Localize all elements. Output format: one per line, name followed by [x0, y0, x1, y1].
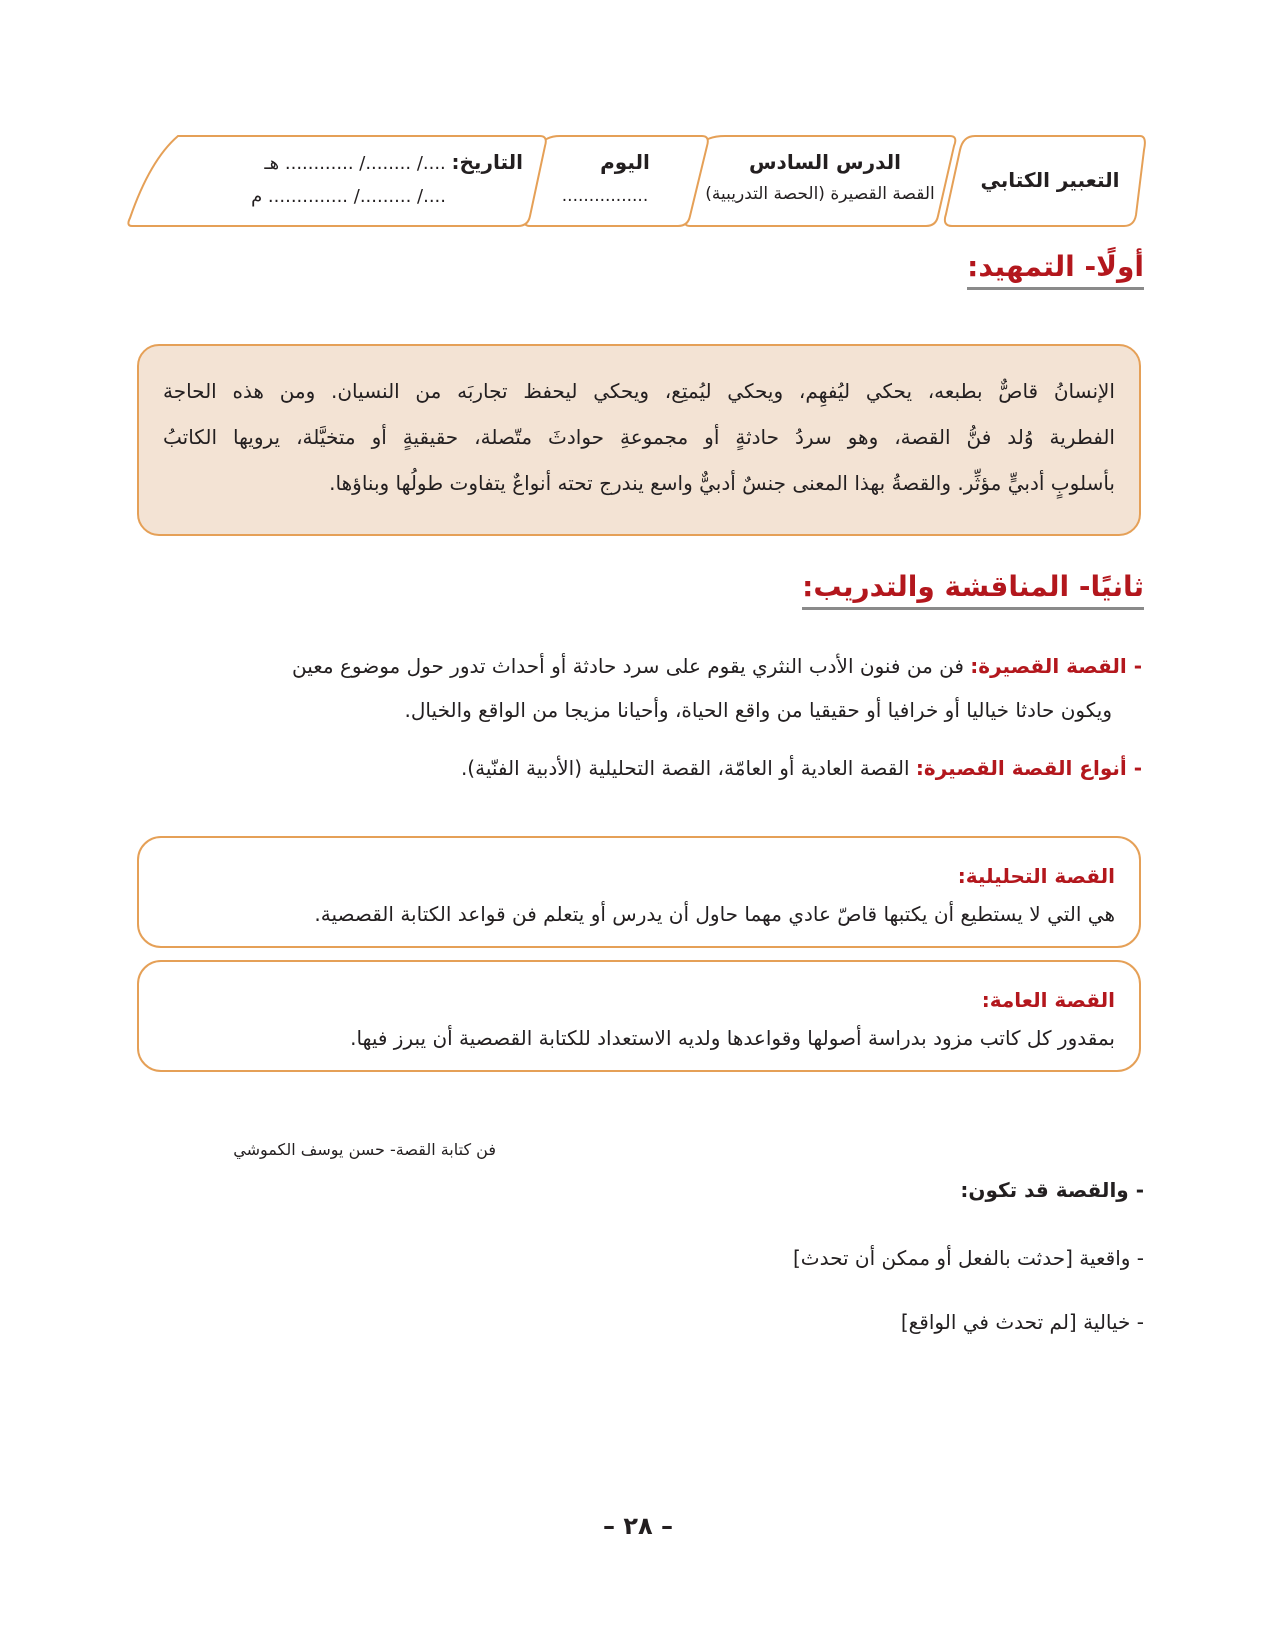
general-story-box: [137, 960, 1141, 1072]
date-label: التاريخ:: [451, 150, 523, 174]
page-number: – ٢٨ –: [602, 1512, 673, 1540]
bullet-story-types-text: القصة العادية أو العامّة، القصة التحليلية (الأدبية الفنّية).: [460, 756, 916, 780]
general-story-title: القصة العامة:: [981, 988, 1115, 1012]
bullet-short-story-text: فن من فنون الأدب النثري يقوم على سرد حادثة أو أحداث تدور حول موضوع معين: [291, 654, 971, 678]
intro-line-2: الفطرية وُلد فنُّ القصة، وهو سردُ حادثةٍ أو مجموعةِ حوادثَ متّصلة، حقيقيةٍ أو متخيَّلة، يرويها الكاتبُ: [163, 425, 1115, 449]
bullet-story-types: [461, 746, 1142, 790]
tab-date-gregorian: ..../ ........./ .............. م: [251, 186, 446, 207]
date-hijri-value: ..../ ......../ ............ هـ: [264, 153, 446, 174]
intro-line-1: الإنسانُ قاصٌّ بطبعه، يحكي ليُفهِم، ويحكي ليُمتِع، ويحكي ليحفظ تجاربَه من النسيان. ومن هذه الحاجة: [163, 379, 1115, 403]
bullet-short-story: [292, 644, 1142, 688]
tab-date-hijri: [264, 150, 523, 174]
bullet-short-story-continuation: ويكون حادثا خياليا أو خرافيا أو حقيقيا من واقع الحياة، وأحيانا مزيجا من الواقع والخيال.: [404, 698, 1112, 722]
analytical-story-title: القصة التحليلية:: [957, 864, 1115, 888]
tab-lesson-subtitle: القصة القصيرة (الحصة التدريبية): [705, 184, 935, 204]
intro-line-3: بأسلوبٍ أدبيٍّ مؤثِّر. والقصةُ بهذا المعنى جنسٌ أدبيٌّ واسع يندرج تحته أنواعٌ يتفاوت طولُها وبناؤها.: [329, 471, 1115, 495]
story-type-realistic: - واقعية [حدثت بالفعل أو ممكن أن تحدث]: [792, 1246, 1144, 1270]
intro-box: [137, 344, 1141, 536]
general-story-text: بمقدور كل كاتب مزود بدراسة أصولها وقواعدها ولديه الاستعداد للكتابة القصصية أن يبرز فيها.: [350, 1026, 1115, 1050]
section1-heading: أولًا- التمهيد:: [967, 250, 1144, 290]
bullet-story-types-label: - أنواع القصة القصيرة:: [915, 756, 1142, 780]
section2-heading: ثانيًا- المناقشة والتدريب:: [802, 570, 1144, 610]
tab-subject: التعبير الكتابي: [980, 168, 1120, 192]
analytical-story-box: [137, 836, 1141, 948]
tab-day-label: اليوم: [600, 150, 650, 174]
bullet-short-story-label: - القصة القصيرة:: [970, 654, 1142, 678]
analytical-story-text: هي التي لا يستطيع أن يكتبها قاصّ عادي مهما حاول أن يدرس أو يتعلم فن قواعد الكتابة القصصية.: [314, 902, 1115, 926]
tab-lesson-title: الدرس السادس: [748, 150, 902, 174]
tab-day-value: ................: [561, 186, 649, 206]
source-citation: فن كتابة القصة- حسن يوسف الكموشي: [233, 1140, 496, 1159]
story-type-fictional: - خيالية [لم تحدث في الواقع]: [900, 1310, 1144, 1334]
story-types-heading: - والقصة قد تكون:: [960, 1178, 1144, 1202]
